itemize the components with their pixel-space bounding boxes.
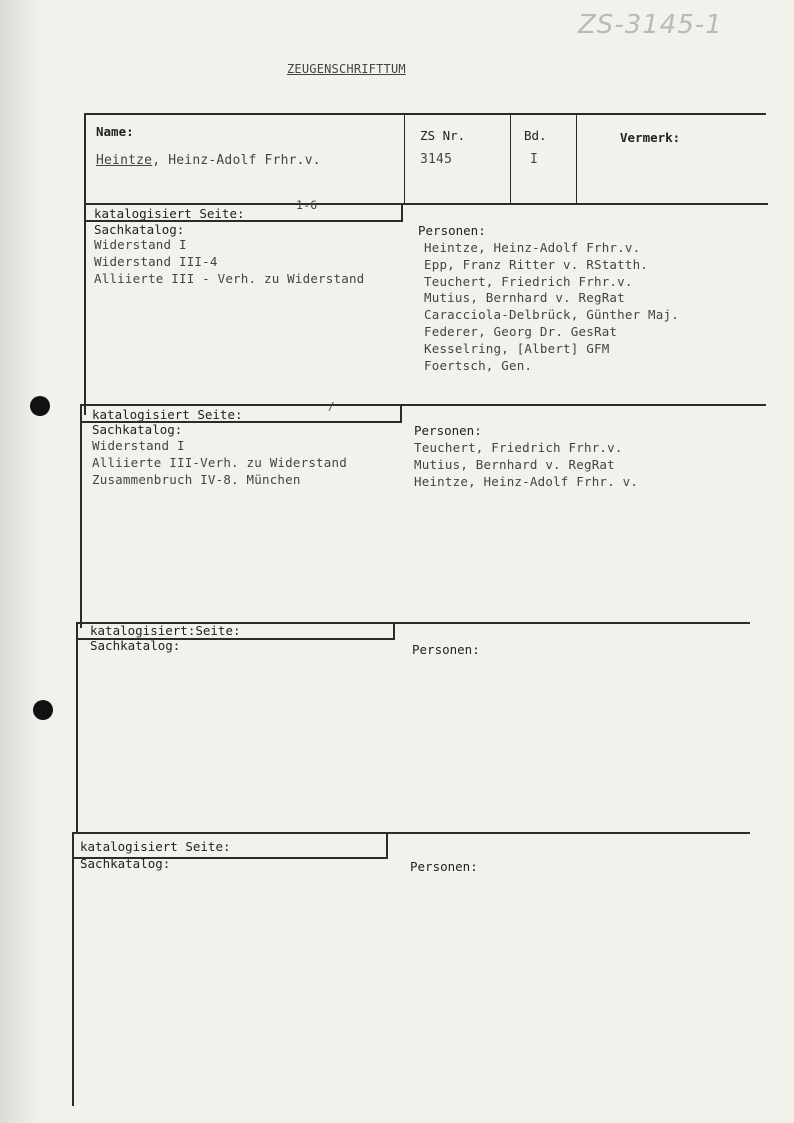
- list-item: Widerstand I: [94, 237, 187, 252]
- section-4-katalog-box-right: [386, 834, 388, 859]
- name-label: Name:: [96, 124, 134, 139]
- section-3-personen-label: Personen:: [412, 642, 480, 657]
- section-4-left-border: [72, 832, 74, 1106]
- section-2-left-border: [80, 404, 82, 628]
- section-2-personen-label: Personen:: [414, 423, 482, 438]
- section-2-katalog-box-right: [400, 404, 402, 423]
- bd-label: Bd.: [524, 128, 547, 143]
- list-item: Foertsch, Gen.: [424, 357, 533, 373]
- list-item: Widerstand III-4: [94, 253, 218, 269]
- header-divider-vermerk: [576, 115, 577, 204]
- list-item: Epp, Franz Ritter v. RStatth.: [424, 256, 649, 272]
- list-item: Teuchert, Friedrich Frhr.v.: [424, 273, 633, 289]
- list-item: Federer, Georg Dr. GesRat: [424, 323, 618, 339]
- section-1-personen-label: Personen:: [418, 223, 486, 238]
- section-1-katalog-box-right: [401, 203, 403, 222]
- section-1-katalog-label: katalogisiert Seite:: [94, 206, 245, 221]
- given-names: , Heinz-Adolf Frhr.v.: [152, 153, 321, 168]
- section-2-sach-label: Sachkatalog:: [92, 422, 183, 437]
- list-item: Teuchert, Friedrich Frhr.v.: [414, 440, 623, 455]
- section-1-sach-list: [94, 237, 364, 287]
- section-1-top-line: [86, 203, 768, 205]
- scan-edge-shadow: [0, 0, 40, 1123]
- list-item: Caracciola-Delbrück, Günther Maj.: [424, 307, 679, 323]
- section-4-sach-label: Sachkatalog:: [80, 856, 171, 871]
- section-2-sach-list: [92, 438, 347, 488]
- section-2-personen-list: [414, 440, 638, 490]
- section-1-personen-list: [424, 240, 679, 374]
- name-value: [96, 153, 321, 168]
- list-item: Alliierte III - Verh. zu Widerstand: [94, 270, 365, 286]
- list-item: Widerstand I: [92, 438, 185, 453]
- section-1-seite-value: 1-6: [296, 198, 318, 212]
- section-2-top-line: [80, 404, 766, 406]
- list-item: Kesselring, [Albert] GFM: [424, 340, 610, 356]
- list-item: Zusammenbruch IV-8. München: [92, 471, 301, 487]
- list-item: Alliierte III-Verh. zu Widerstand: [92, 454, 347, 470]
- section-1-sach-label: Sachkatalog:: [94, 222, 185, 237]
- archive-number: ZS-3145-1: [578, 10, 723, 40]
- surname: Heintze: [96, 153, 153, 168]
- punch-hole: [30, 396, 50, 416]
- list-item: Heintze, Heinz-Adolf Frhr.v.: [424, 240, 641, 255]
- header-divider-bd: [510, 115, 511, 204]
- list-item: Heintze, Heinz-Adolf Frhr. v.: [414, 473, 639, 489]
- section-4-personen-label: Personen:: [410, 859, 478, 874]
- section-3-left-border: [76, 622, 78, 834]
- section-4-katalog-label: katalogisiert Seite:: [80, 839, 231, 854]
- section-2-katalog-label: katalogisiert Seite:: [92, 407, 243, 422]
- zs-value: 3145: [420, 152, 453, 167]
- section-2-seite-value: /: [328, 400, 335, 413]
- section-4-top-line: [74, 832, 750, 834]
- section-3-katalog-label: katalogisiert:Seite:: [90, 623, 241, 638]
- list-item: Mutius, Bernhard v. RegRat: [424, 290, 625, 306]
- list-item: Mutius, Bernhard v. RegRat: [414, 456, 615, 472]
- page-title: ZEUGENSCHRIFTTUM: [287, 62, 406, 76]
- section-3-sach-label: Sachkatalog:: [90, 638, 181, 653]
- section-3-katalog-box-right: [393, 622, 395, 640]
- header-top-line: [84, 113, 766, 115]
- left-border-line: [84, 113, 86, 415]
- zs-label: ZS Nr.: [420, 128, 466, 143]
- punch-hole: [33, 700, 53, 720]
- bd-value: I: [530, 152, 539, 167]
- header-divider-zs: [404, 115, 405, 204]
- vermerk-label: Vermerk:: [620, 130, 681, 145]
